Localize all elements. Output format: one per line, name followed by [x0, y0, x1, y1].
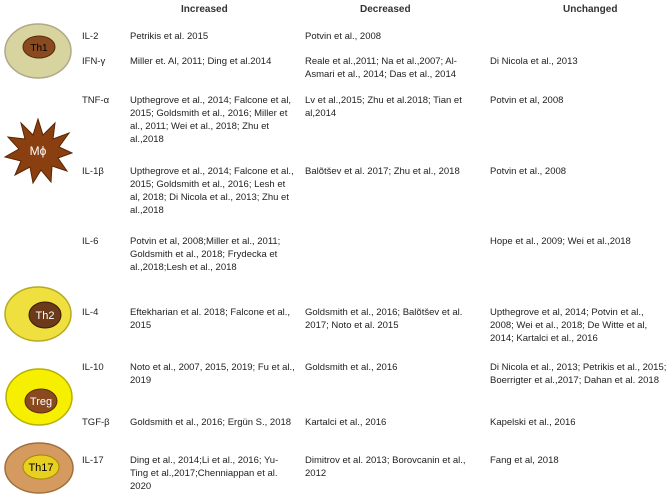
decreased-cell: Balõtšev et al. 2017; Zhu et al., 2018 — [305, 166, 460, 177]
increased-cell: Upthegrove et al., 2014; Falcone et al., 2015; Goldsmith et al., 2016; Lesh et al, 2018; Di Nicola et al., 2013; Zhu et al.,2018 — [130, 166, 294, 216]
cytokine-label: IL-2 — [82, 31, 99, 42]
cytokine-label: IL-4 — [82, 307, 99, 318]
th17-cell-icon — [2, 441, 76, 495]
unchanged-cell: Upthegrove et al, 2014; Potvin et al., 2008; Wei et al., 2018; De Witte et al, 2014; Kartalci et al., 2016 — [490, 307, 648, 344]
cytokine-label: IL-6 — [82, 236, 99, 247]
increased-cell: Eftekharian et al. 2018; Falcone et al., 2015 — [130, 307, 291, 331]
th1-label: Th1 — [30, 43, 48, 54]
unchanged-cell: Potvin et al., 2008 — [490, 166, 567, 177]
cytokine-label: TGF-β — [82, 417, 110, 428]
decreased-cell: Kartalci et al., 2016 — [305, 417, 387, 428]
increased-cell: Goldsmith et al., 2016; Ergün S., 2018 — [130, 417, 292, 428]
unchanged-cell: Kapelski et al., 2016 — [490, 417, 576, 428]
header-unchanged: Unchanged — [563, 4, 618, 15]
th1-cell-icon — [2, 22, 74, 80]
header-increased: Increased — [181, 4, 228, 15]
cytokine-label: TNF-α — [82, 95, 110, 106]
cytokine-label: IL-10 — [82, 362, 104, 373]
unchanged-cell: Hope et al., 2009; Wei et al.,2018 — [490, 236, 631, 247]
decreased-cell: Potvin et al., 2008 — [305, 31, 382, 42]
th2-label: Th2 — [35, 310, 55, 322]
increased-cell: Miller et. Al, 2011; Ding et al.2014 — [130, 56, 272, 67]
th17-label: Th17 — [28, 462, 54, 474]
increased-cell: Petrikis et al. 2015 — [130, 31, 209, 42]
unchanged-cell: Potvin et al, 2008 — [490, 95, 564, 106]
increased-cell: Upthegrove et al., 2014; Falcone et al, 2015; Goldsmith et al., 2016; Miller et al., 2011; Wei et al., 2018; Zhu et al.,2018 — [130, 95, 292, 145]
macrophage-label: Mϕ — [29, 144, 47, 158]
decreased-cell: Dimitrov et al. 2013; Borovcanin et al., 2012 — [305, 455, 466, 479]
increased-cell: Ding et al., 2014;Li et al., 2016; Yu-Ting et al.,2017;Chenniappan et al. 2020 — [130, 455, 279, 492]
treg-cell-icon — [3, 366, 75, 428]
increased-cell: Potvin et al, 2008;Miller et al., 2011; Goldsmith et al., 2018; Frydecka et al.,2018;Lesh et al., 2018 — [130, 236, 281, 273]
treg-label: Treg — [29, 396, 53, 408]
unchanged-cell: Di Nicola et al., 2013 — [490, 56, 578, 67]
th2-cell-icon — [2, 285, 74, 343]
decreased-cell: Goldsmith et al., 2016; Balõtšev et al. 2017; Noto et al. 2015 — [305, 307, 463, 331]
decreased-cell: Lv et al.,2015; Zhu et al.2018; Tian et al,2014 — [305, 95, 462, 119]
increased-cell: Noto et al., 2007, 2015, 2019; Fu et al., 2019 — [130, 362, 295, 386]
decreased-cell: Reale et al.,2011; Na et al.,2007; Al-Asmari et al., 2014; Das et al., 2014 — [305, 56, 457, 80]
cytokine-label: IFN-γ — [82, 56, 106, 67]
cytokine-label: IL-1β — [82, 166, 104, 177]
decreased-cell: Goldsmith et al., 2016 — [305, 362, 398, 373]
header-decreased: Decreased — [360, 4, 411, 15]
macrophage-icon — [3, 117, 73, 185]
unchanged-cell: Fang et al, 2018 — [490, 455, 559, 466]
cytokine-label: IL-17 — [82, 455, 104, 466]
unchanged-cell: Di Nicola et al., 2013; Petrikis et al., 2015; Boerrigter et al.,2017; Dahan et al. 2018 — [490, 362, 667, 386]
